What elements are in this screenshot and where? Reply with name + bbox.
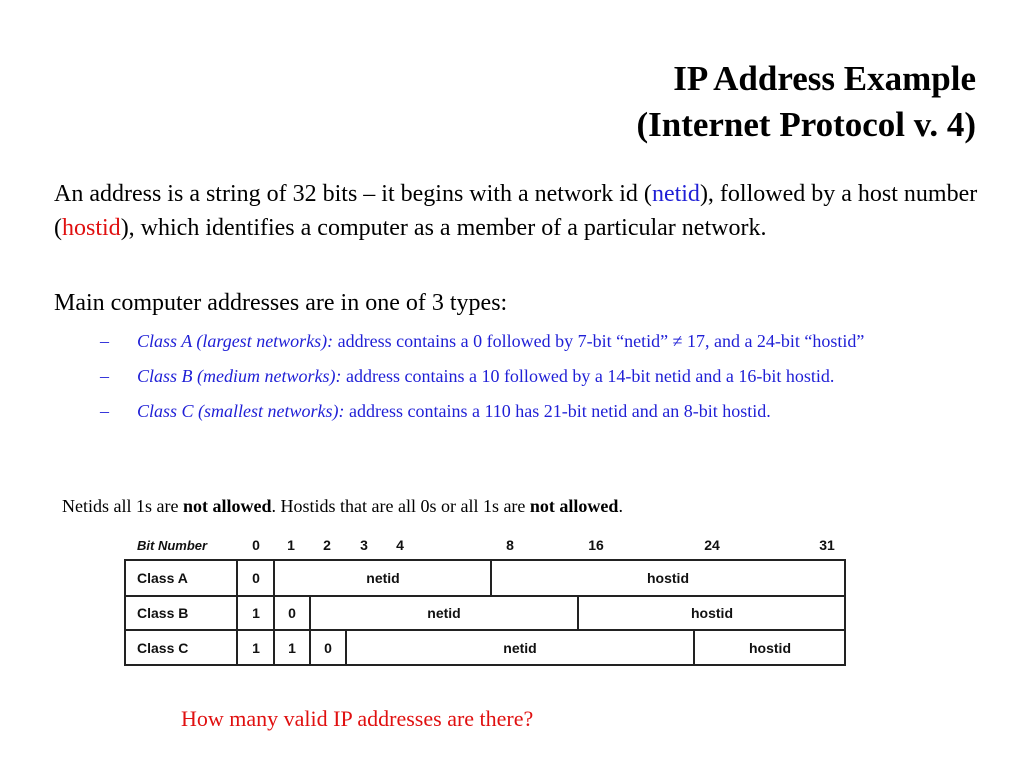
class-a-netid: netid bbox=[366, 570, 400, 586]
class-c-label: Class C (smallest networks): bbox=[137, 401, 345, 421]
hostid-term: hostid bbox=[62, 215, 121, 241]
netid-term: netid bbox=[651, 181, 700, 207]
class-a-row-label: Class A bbox=[137, 570, 188, 586]
class-a-bit: 0 bbox=[252, 570, 260, 586]
class-c-row-label: Class C bbox=[137, 640, 189, 656]
note-text-2: . Hostids that are all 0s or all 1s are bbox=[271, 496, 530, 516]
bit-number: 3 bbox=[360, 537, 368, 553]
bit-number-label: Bit Number bbox=[137, 538, 208, 553]
class-c-bit: 1 bbox=[252, 640, 260, 656]
bit-number: 31 bbox=[819, 537, 835, 553]
restriction-note bbox=[62, 494, 623, 518]
bit-number: 16 bbox=[588, 537, 604, 553]
note-bold-2: not allowed bbox=[529, 496, 619, 516]
bullet-dash: – bbox=[100, 331, 109, 351]
bit-number: 2 bbox=[323, 537, 331, 553]
class-b-label: Class B (medium networks): bbox=[137, 366, 342, 386]
bullet-dash: – bbox=[100, 366, 109, 386]
intro-text-3: ), which identifies a computer as a member of a particular network. bbox=[120, 215, 767, 241]
bit-number: 0 bbox=[252, 537, 260, 553]
class-c-bit: 1 bbox=[288, 640, 296, 656]
class-b-netid: netid bbox=[427, 605, 461, 621]
intro-text-2: ), followed by a host number ( bbox=[54, 181, 978, 241]
class-b-hostid: hostid bbox=[691, 605, 733, 621]
class-list bbox=[100, 328, 970, 433]
class-c-text: address contains a 110 has 21-bit netid and an 8-bit hostid. bbox=[344, 401, 771, 421]
title-line-2: (Internet Protocol v. 4) bbox=[636, 105, 976, 144]
title-line-1: IP Address Example bbox=[673, 59, 976, 98]
class-a-text: address contains a 0 followed by 7-bit “netid” ≠ 17, and a 24-bit “hostid” bbox=[333, 331, 865, 351]
class-a-label: Class A (largest networks): bbox=[137, 331, 334, 351]
class-c-netid: netid bbox=[503, 640, 537, 656]
note-bold-1: not allowed bbox=[182, 496, 272, 516]
class-b-row-label: Class B bbox=[137, 605, 189, 621]
class-c-hostid: hostid bbox=[749, 640, 791, 656]
slide-title bbox=[636, 56, 976, 148]
bullet-dash: – bbox=[100, 401, 109, 421]
class-a-bullet bbox=[100, 328, 970, 354]
bit-number: 8 bbox=[506, 537, 514, 553]
class-b-bit: 1 bbox=[252, 605, 260, 621]
class-c-bit: 0 bbox=[324, 640, 332, 656]
types-intro: Main computer addresses are in one of 3 types: bbox=[54, 290, 508, 316]
ip-class-diagram bbox=[124, 532, 854, 672]
intro-text-1: An address is a string of 32 bits – it begins with a network id ( bbox=[54, 181, 652, 207]
intro-paragraph bbox=[54, 177, 984, 245]
class-b-bullet bbox=[100, 363, 970, 389]
class-b-bit: 0 bbox=[288, 605, 296, 621]
diagram-grid bbox=[124, 560, 846, 665]
ip-class-diagram-svg bbox=[124, 532, 854, 672]
bit-number: 4 bbox=[396, 537, 404, 553]
note-text-1: Netids all 1s are bbox=[62, 496, 183, 516]
class-a-hostid: hostid bbox=[647, 570, 689, 586]
class-c-bullet bbox=[100, 398, 970, 424]
note-text-3: . bbox=[618, 496, 623, 516]
question-text: How many valid IP addresses are there? bbox=[181, 706, 534, 731]
bit-number: 24 bbox=[704, 537, 720, 553]
class-b-text: address contains a 10 followed by a 14-bit netid and a 16-bit hostid. bbox=[341, 366, 835, 386]
bit-number: 1 bbox=[287, 537, 295, 553]
